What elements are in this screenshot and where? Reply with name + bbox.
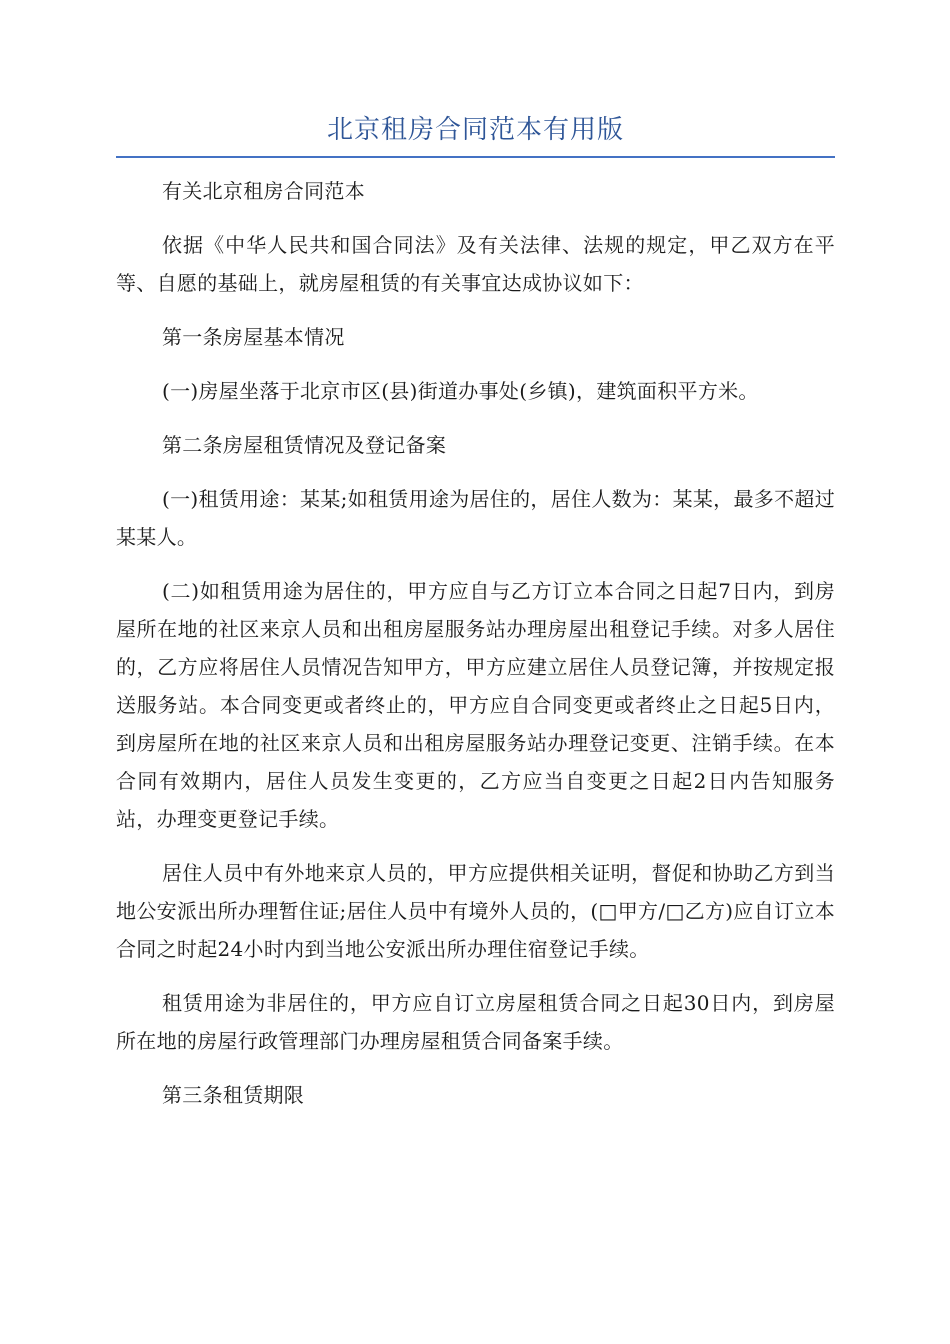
- paragraph-outsiders: 居住人员中有外地来京人员的，甲方应提供相关证明，督促和协助乙方到当地公安派出所办理暂住证;居住人员中有境外人员的，(□甲方/□乙方)应自订立本合同之时起24小时内到当地公安派出所办理住宿登记手续。: [116, 861, 835, 961]
- page-title: 北京租房合同范本有用版: [326, 115, 624, 145]
- paragraph-registration: (二)如租赁用途为居住的，甲方应自与乙方订立本合同之日起7日内，到房屋所在地的社区来京人员和出租房屋服务站办理房屋出租登记手续。对多人居住的，乙方应将居住人员情况告知甲方，甲方应建立居住人员登记簿，并按规定报送服务站。本合同变更或者终止的，甲方应自合同变更或者终止之日起5日内，到房屋所在地的社区来京人员和出租房屋服务站办理登记变更、注销手续。在本合同有效期内，居住人员发生变更的，乙方应当自变更之日起2日内告知服务站，办理变更登记手续。: [116, 579, 835, 831]
- article-1-heading: 第一条房屋基本情况: [162, 325, 345, 349]
- title-block: [116, 108, 835, 158]
- paragraph-location: (一)房屋坐落于北京市区(县)街道办事处(乡镇)，建筑面积平方米。: [162, 379, 759, 403]
- paragraph-intro: 有关北京租房合同范本: [162, 179, 365, 203]
- paragraph-non-residential: 租赁用途为非居住的，甲方应自订立房屋租赁合同之日起30日内，到房屋所在地的房屋行政管理部门办理房屋租赁合同备案手续。: [116, 991, 835, 1053]
- article-2-heading: 第二条房屋租赁情况及登记备案: [162, 433, 447, 457]
- paragraph-basis: 依据《中华人民共和国合同法》及有关法律、法规的规定，甲乙双方在平等、自愿的基础上，就房屋租赁的有关事宜达成协议如下：: [116, 233, 835, 295]
- paragraph-usage: (一)租赁用途：某某;如租赁用途为居住的，居住人数为：某某，最多不超过某某人。: [116, 487, 835, 549]
- article-3-heading: 第三条租赁期限: [162, 1083, 305, 1107]
- document-body: [116, 172, 835, 1130]
